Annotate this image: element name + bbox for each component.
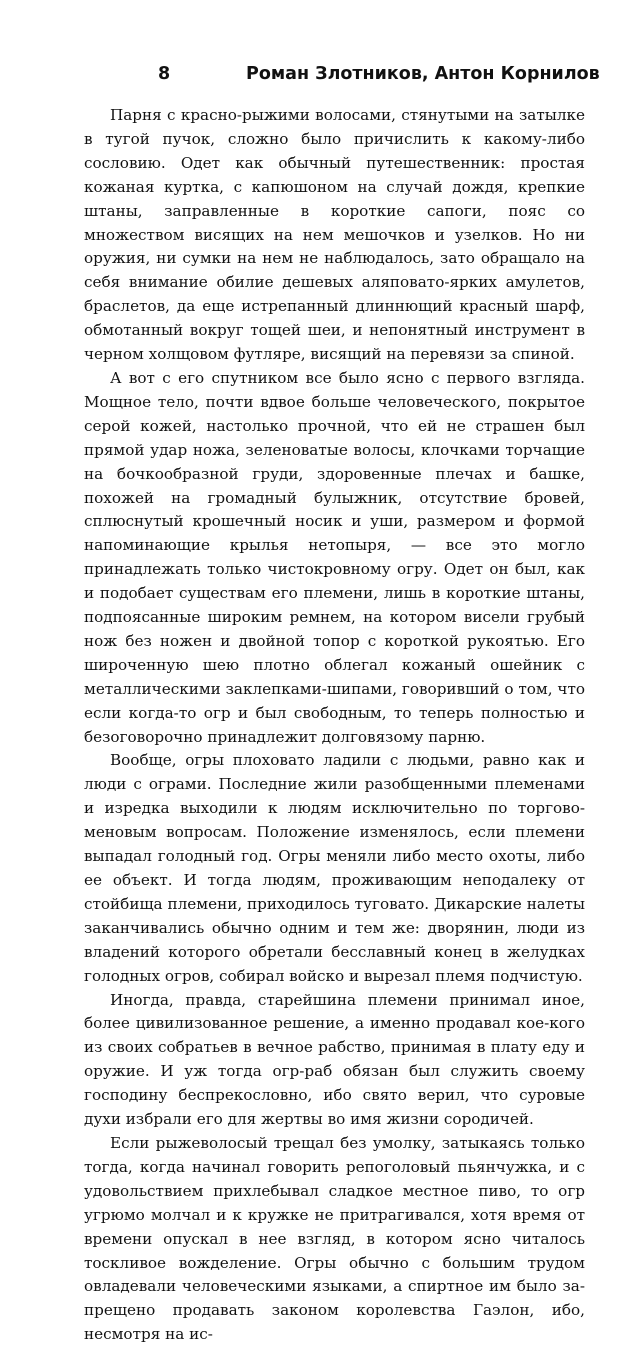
paragraph-3: Вообще, огры плоховато ладили с людьми, равно как и люди с ограми. Последние жили разобщенными племенами и изредка выходили к людям исключительно по торгово-меновым вопросам. Положение изменялось, если племени выпадал голодный год. Огры меняли либо место охоты, либо ее объект. И тогда людям, проживающим неподалеку от стойбища племени, приходилось туговато. Дикарские налеты заканчивались обычно одним и тем же: дворянин, люди из владений которого обретали бесславный конец в желудках голодных огров, собирал войско и вырезал племя подчистую. — [84, 751, 585, 985]
paragraph-5: Если рыжеволосый трещал без умолку, затыкаясь только тогда, когда начинал говорить репоголовый пьянчужка, и с удовольствием прихлебывал сладкое местное пиво, то огр угрюмо молчал и к кружке не притрагивался, хотя время от времени опускал в нее взгляд, в котором ясно читалось тоскливое вожделение. Огры обычно с большим трудом овладевали человеческими языками, а спиртное им было запрещено продавать законом королевства Гаэлон, ибо, несмотря на ис- — [84, 1133, 585, 1344]
paragraph-4: Иногда, правда, старейшина племени принимал иное, более цивилизованное решение, а именно продавал кое-кого из своих собратьев в вечное рабство, принимая в плату еду и оружие. И уж тогда огр-раб обязан был служить своему господину беспрекословно, ибо свято верил, что суровые духи избрали его для жертвы во имя жизни сородичей. — [84, 990, 585, 1129]
running-title: Роман Злотников, Антон Корнилов — [246, 64, 600, 84]
paragraph-1: Парня с красно-рыжими волосами, стянутыми на затылке в тугой пучок, сложно было причислить к какому-либо сословию. Одет как обычный путешественник: простая кожаная куртка, с капюшоном на случай дождя, крепкие штаны, заправленные в короткие сапоги, пояс со множеством висящих на нем мешочков и узелков. Но ни оружия, ни сумки на нем не наблюдалось, зато обращало на себя внимание обилие дешевых аляповато-ярких амулетов, браслетов, да еще истрепанный длиннющий красный шарф, обмотанный вокруг тощей шеи, и непонятный инструмент в черном холщовом футляре, висящий на перевязи за спиной. — [84, 106, 585, 364]
running-header — [84, 62, 600, 86]
page-number: 8 — [158, 64, 171, 84]
body-text — [84, 104, 585, 1347]
paragraph-2: А вот с его спутником все было ясно с первого взгляда. Мощное тело, почти вдвое больше человеческого, покрытое серой кожей, настолько прочной, что ей не страшен был прямой удар ножа, зеленоватые волосы, клочками торчащие на бочкообразной груди, здоровенные плечах и башке, похожей на громадный булыжник, отсутствие бровей, сплюснутый крошечный носик и уши, размером и формой напоминающие крылья нетопыря, — все это могло принадлежать только чистокровному огру. Одет он был, как и подобает существам его племени, лишь в короткие штаны, подпоясанные широким ремнем, на котором висели грубый нож без ножен и двойной топор с короткой рукоятью. Его широченную шею плотно облегал кожаный ошейник с металлическими заклепками-шипами, говоривший о том, что если когда-то огр и был свободным, то теперь полностью и безоговорочно принадлежит долговязому парню. — [84, 368, 585, 746]
